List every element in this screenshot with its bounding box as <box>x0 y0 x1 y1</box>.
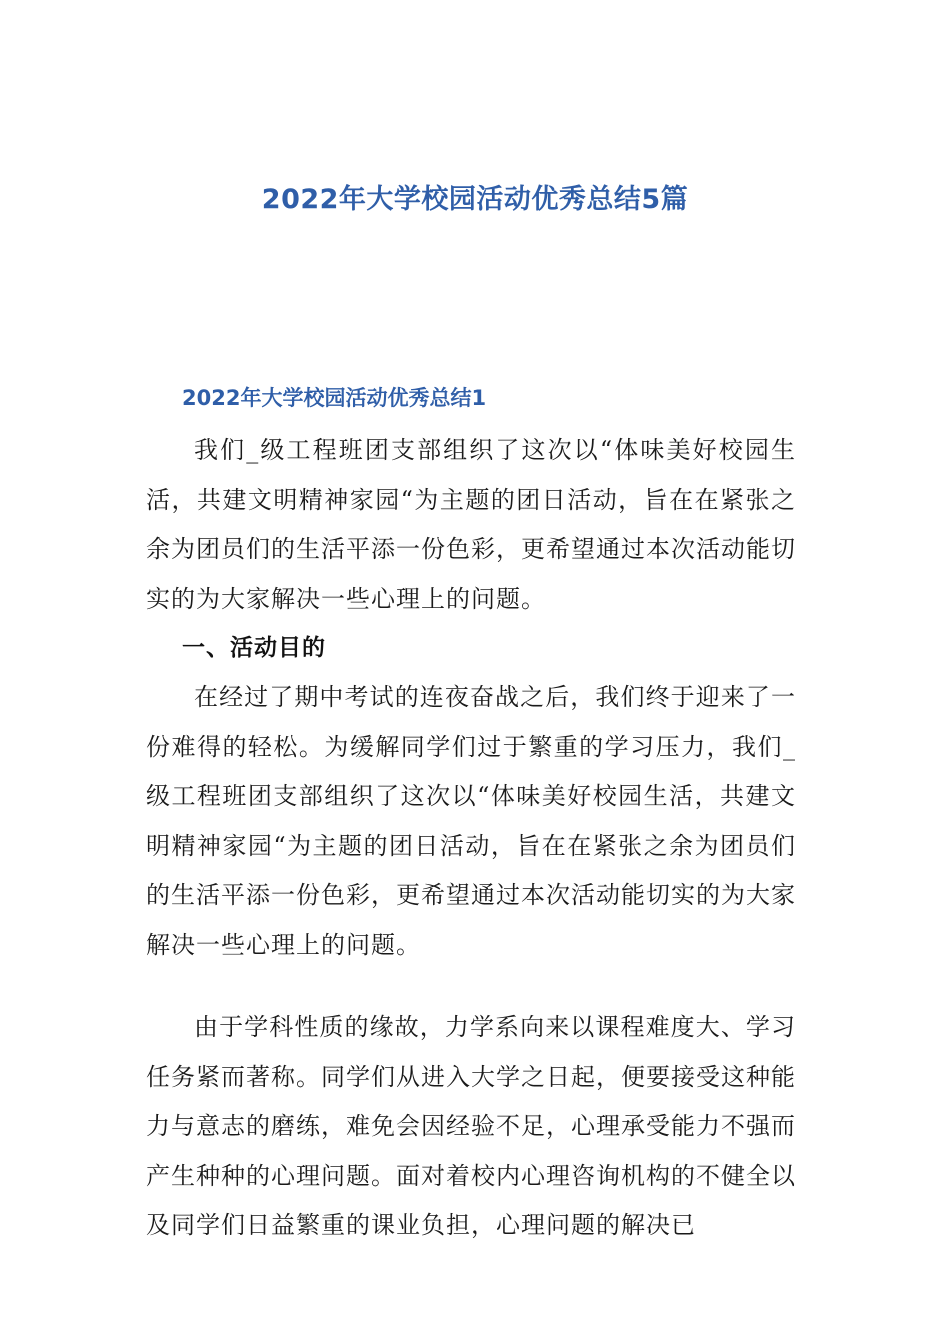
paragraph-1: 我们_级工程班团支部组织了这次以“体味美好校园生活，共建文明精神家园“为主题的团日活动，旨在在紧张之余为团员们的生活平添一份色彩，更希望通过本次活动能切实的为大家解决一些心理上的问题。 <box>146 436 796 613</box>
paragraph-3: 由于学科性质的缘故，力学系向来以课程难度大、学习任务紧而著称。同学们从进入大学之日起，便要接受这种能力与意志的磨练，难免会因经验不足，心理承受能力不强而产生种种的心理问题。面对着校内心理咨询机构的不健全以及同学们日益繁重的课业负担，心理问题的解决已 <box>146 1013 796 1239</box>
paragraph-2: 在经过了期中考试的连夜奋战之后，我们终于迎来了一份难得的轻松。为缓解同学们过于繁重的学习压力，我们_级工程班团支部组织了这次以“体味美好校园生活，共建文明精神家园“为主题的团日活动，旨在在紧张之余为团员们的生活平添一份色彩，更希望通过本次活动能切实的为大家解决一些心理上的问题。 <box>146 683 796 959</box>
section-title: 2022年大学校园活动优秀总结1 <box>182 386 487 410</box>
heading-activity-purpose: 一、活动目的 <box>182 635 326 661</box>
document-title: 2022年大学校园活动优秀总结5篇 <box>261 184 689 215</box>
